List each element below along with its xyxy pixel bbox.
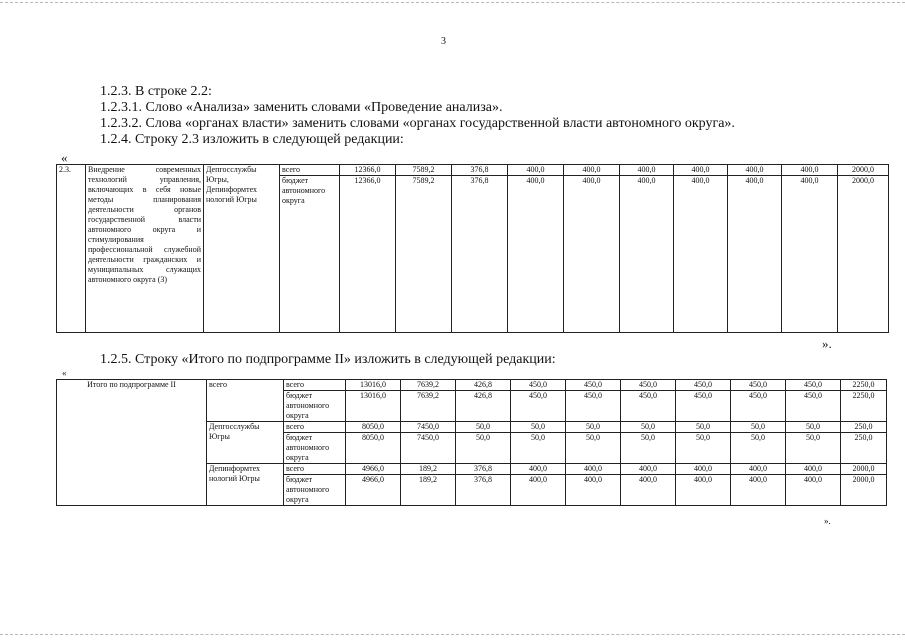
executor-cell: Депгосслужбы Югры <box>207 422 284 464</box>
value-cell: 426,8 <box>456 380 511 391</box>
value: 400,0 <box>582 176 601 185</box>
value: 7589,2 <box>396 165 451 176</box>
value-cell: 50,0 <box>676 433 731 464</box>
paragraph-1-2-3: 1.2.3. В строке 2.2: <box>100 84 212 99</box>
value-cell: 2250,0 <box>841 391 887 422</box>
value: 12366,0 <box>340 165 395 176</box>
paragraph-1-2-3-1: 1.2.3.1. Слово «Анализа» заменить словами «Проведение анализа». <box>100 100 503 115</box>
value-cell: 400,0 <box>786 464 841 475</box>
value: 400,0 <box>526 176 545 185</box>
value-cell: 50,0 <box>731 433 786 464</box>
value-cell: 400,0 <box>676 475 731 506</box>
value-cell: 50,0 <box>731 422 786 433</box>
paragraph-1-2-4: 1.2.4. Строку 2.3 изложить в следующей редакции: <box>100 132 404 147</box>
value: 400,0 <box>620 165 673 176</box>
value-cell: 50,0 <box>566 433 621 464</box>
value-cell: 400,0 <box>731 475 786 506</box>
value-cell: 50,0 <box>621 433 676 464</box>
value-cell: 450,0 <box>621 380 676 391</box>
value-cell: 250,0 <box>841 422 887 433</box>
table1-close-quote: ». <box>822 336 832 351</box>
value: 400,0 <box>508 165 563 176</box>
total-title-cell: Итого по подпрограмме II <box>57 380 207 506</box>
value-cell: 7639,2 <box>401 391 456 422</box>
value-cell <box>452 165 508 333</box>
table-total-subprogram-2 <box>56 379 887 506</box>
value-cell: 2000,0 <box>841 475 887 506</box>
value-cell: 4966,0 <box>346 475 401 506</box>
value-cell: 50,0 <box>786 433 841 464</box>
value-cell <box>396 165 452 333</box>
value-cell: 7450,0 <box>401 422 456 433</box>
source-cell: бюджет автономного округа <box>284 391 346 422</box>
value-cell: 400,0 <box>731 464 786 475</box>
value-cell: 450,0 <box>566 380 621 391</box>
value: 2000,0 <box>852 176 874 185</box>
value: 2000,0 <box>838 165 888 176</box>
table1-open-quote: « <box>61 150 68 165</box>
value-cell: 8050,0 <box>346 422 401 433</box>
value-cell: 189,2 <box>401 464 456 475</box>
executor-cell: всего <box>207 380 284 422</box>
source-cell <box>280 165 340 333</box>
value-cell: 450,0 <box>786 391 841 422</box>
value-cell: 400,0 <box>566 475 621 506</box>
value-cell: 50,0 <box>511 433 566 464</box>
value: 400,0 <box>564 165 619 176</box>
value-cell: 50,0 <box>456 433 511 464</box>
executor-cell: Депинформтех нологий Югры <box>207 464 284 506</box>
value-cell <box>564 165 620 333</box>
value-cell: 50,0 <box>566 422 621 433</box>
source-label: бюджет автономного округа <box>282 176 326 205</box>
value-cell <box>782 165 838 333</box>
value-cell: 189,2 <box>401 475 456 506</box>
value: 376,8 <box>470 176 489 185</box>
row-number-cell: 2.3. <box>57 165 86 333</box>
value-cell: 450,0 <box>566 391 621 422</box>
value-cell: 13016,0 <box>346 380 401 391</box>
value: 400,0 <box>691 176 710 185</box>
value-cell: 376,8 <box>456 475 511 506</box>
value-cell: 450,0 <box>511 391 566 422</box>
value-cell <box>674 165 728 333</box>
source-cell: всего <box>284 422 346 433</box>
value-cell: 400,0 <box>621 475 676 506</box>
table2-open-quote: « <box>62 368 67 378</box>
value-cell: 450,0 <box>786 380 841 391</box>
value-cell <box>728 165 782 333</box>
value-cell: 250,0 <box>841 433 887 464</box>
value-cell: 400,0 <box>511 464 566 475</box>
value: 400,0 <box>745 176 764 185</box>
description-cell: Внедрение современных технологий управления, включающих в себя новые методы планирования деятельности органов государственной власти автономного округа и стимулирования профессиональной служебной деятельности гражданских и муниципальных служащих автономного округа (3) <box>86 165 204 333</box>
paragraph-1-2-3-2: 1.2.3.2. Слова «органах власти» заменить словами «органах государственной власти автономного округа». <box>100 116 735 131</box>
value: 376,8 <box>452 165 507 176</box>
value-cell: 8050,0 <box>346 433 401 464</box>
table2-close-quote: ». <box>824 516 831 526</box>
value-cell: 450,0 <box>731 380 786 391</box>
value-cell: 50,0 <box>456 422 511 433</box>
table-row-2-3 <box>56 164 889 333</box>
paragraph-1-2-5: 1.2.5. Строку «Итого по подпрограмме II» изложить в следующей редакции: <box>100 352 556 367</box>
value-cell: 376,8 <box>456 464 511 475</box>
value-cell <box>620 165 674 333</box>
value-cell: 13016,0 <box>346 391 401 422</box>
value: 400,0 <box>782 165 837 176</box>
value-cell <box>340 165 396 333</box>
value: 400,0 <box>728 165 781 176</box>
executor-cell: Депгосслужбы Югры, Депинформтех нологий Югры <box>204 165 280 333</box>
source-cell: бюджет автономного округа <box>284 475 346 506</box>
value-cell: 50,0 <box>621 422 676 433</box>
value-cell: 400,0 <box>786 475 841 506</box>
value-cell: 400,0 <box>621 464 676 475</box>
value-cell: 450,0 <box>511 380 566 391</box>
value-cell: 50,0 <box>676 422 731 433</box>
value-cell: 7450,0 <box>401 433 456 464</box>
value: 7589,2 <box>412 176 435 185</box>
value-cell: 450,0 <box>676 391 731 422</box>
source-label: всего <box>280 165 339 176</box>
value-cell: 2250,0 <box>841 380 887 391</box>
value: 400,0 <box>674 165 727 176</box>
source-cell: всего <box>284 464 346 475</box>
value-cell: 450,0 <box>731 391 786 422</box>
page-number: 3 <box>441 36 446 47</box>
value-cell: 450,0 <box>621 391 676 422</box>
source-cell: всего <box>284 380 346 391</box>
value-cell: 7639,2 <box>401 380 456 391</box>
value-cell <box>508 165 564 333</box>
value: 12366,0 <box>354 176 381 185</box>
value-cell: 400,0 <box>676 464 731 475</box>
value-cell: 4966,0 <box>346 464 401 475</box>
value-cell <box>838 165 889 333</box>
value-cell: 450,0 <box>676 380 731 391</box>
scan-top-edge <box>0 2 905 4</box>
scan-bottom-edge <box>0 634 905 636</box>
source-cell: бюджет автономного округа <box>284 433 346 464</box>
value-cell: 400,0 <box>566 464 621 475</box>
value: 400,0 <box>637 176 656 185</box>
value-cell: 400,0 <box>511 475 566 506</box>
value-cell: 50,0 <box>786 422 841 433</box>
value-cell: 2000,0 <box>841 464 887 475</box>
value-cell: 50,0 <box>511 422 566 433</box>
value: 400,0 <box>800 176 819 185</box>
value-cell: 426,8 <box>456 391 511 422</box>
